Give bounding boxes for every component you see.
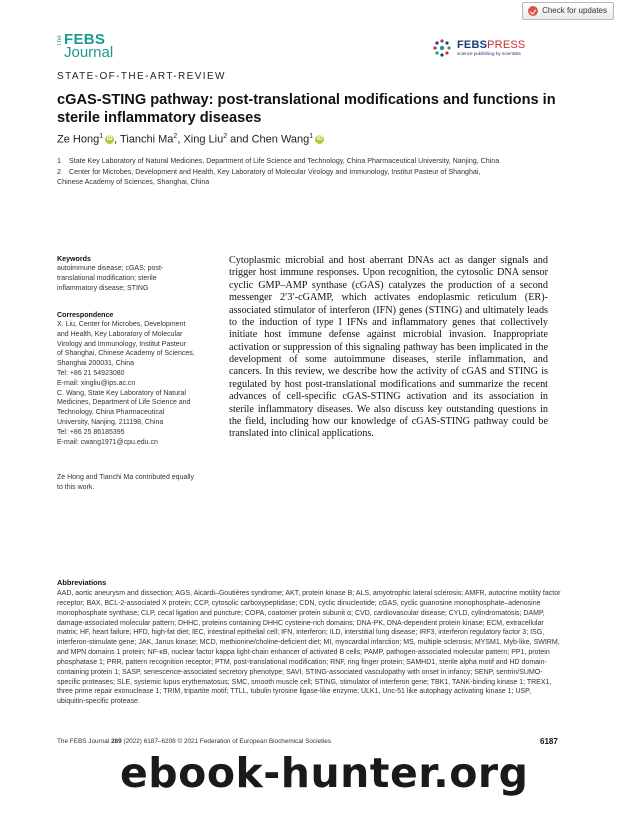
correspondence-line: Tel: +86 25 86185395 — [57, 428, 125, 436]
contribution-line: to this work. — [57, 483, 95, 491]
author-affiliation-marker: 1 — [309, 133, 314, 140]
keywords-list — [57, 264, 217, 293]
correspondence-line: X. Liu, Center for Microbes, Development — [57, 321, 186, 328]
correspondence-line[interactable]: E-mail: xingliu@ips.ac.cn — [57, 379, 136, 387]
correspondence-details — [57, 320, 217, 447]
journal-logo-journal: Journal — [64, 44, 114, 61]
check-updates-icon — [528, 6, 538, 16]
correspondence-line: C. Wang, State Key Laboratory of Natural — [57, 389, 186, 397]
correspondence-line: Shanghai 200031, China — [57, 360, 135, 368]
affiliation-1 — [57, 156, 499, 166]
watermark-text: ebook-hunter.org — [120, 749, 529, 797]
orcid-icon[interactable]: iD — [316, 136, 323, 143]
orcid-icon[interactable]: iD — [106, 136, 113, 143]
correspondence-line: University, Nanjing, 211198, China — [57, 418, 164, 426]
author-separator: and — [227, 133, 252, 146]
keywords-heading: Keywords — [57, 255, 91, 263]
footer-citation — [57, 738, 331, 745]
author-list — [57, 133, 324, 146]
journal-logo-febs: FEBS — [64, 31, 106, 48]
affiliation-number: 1 — [57, 157, 61, 165]
affiliation-2 — [57, 167, 480, 187]
publisher-name: FEBSPRESS — [457, 38, 526, 51]
check-updates-label: Check for updates — [542, 6, 607, 15]
author-name[interactable]: Xing Liu — [183, 133, 224, 146]
correspondence-line: Virology and Immunology, Institut Pasteur — [57, 340, 186, 348]
publisher-logo — [432, 38, 525, 58]
keywords-line: autoimmune disease; cGAS; post- — [57, 265, 164, 272]
equal-contribution-note — [57, 473, 217, 493]
author-affiliation-marker: 2 — [223, 133, 228, 140]
correspondence-heading: Correspondence — [57, 311, 114, 319]
correspondence-line: and Health, Key Laboratory of Molecular — [57, 330, 183, 338]
contribution-line: Ze Hong and Tianchi Ma contributed equally — [57, 474, 194, 481]
correspondence-line[interactable]: E-mail: cwang1971@cpu.edu.cn — [57, 438, 158, 446]
author-name[interactable]: Tianchi Ma — [120, 133, 174, 146]
article-type-label: STATE-OF-THE-ART-REVIEW — [57, 71, 226, 82]
correspondence-line: Technology, China Pharmaceutical — [57, 409, 165, 417]
correspondence-line: Tel: +86 21 54923080 — [57, 369, 125, 377]
affiliation-number: 2 — [57, 168, 61, 176]
publisher-tagline: science publishing by scientists — [457, 50, 521, 56]
author-affiliation-marker: 1 — [99, 133, 104, 140]
author-affiliation-marker: 2 — [173, 133, 178, 140]
keywords-line: inflammatory disease; STING — [57, 284, 149, 292]
affiliation-line: 2 Center for Microbes, Development and Health, Key Laboratory of Molecular Virology and Immunology, Institut Pasteur of Shanghai, — [57, 168, 481, 176]
keywords-line: translational modification; sterile — [57, 274, 157, 282]
check-for-updates-button[interactable] — [522, 2, 614, 20]
author-name[interactable]: Ze Hong — [57, 133, 100, 146]
author-separator: , — [114, 133, 121, 146]
journal-logo-the: The — [57, 35, 63, 47]
abbreviations-text: AAD, aortic aneurysm and dissection; AGS, Aicardi–Goutières syndrome; AKT, protein kinase B; ALS, amyotrophic lateral sclerosis; AMFR, autocrine motility factor receptor; BAX, BCL-2-associated X protein; CCP, cytosolic carboxypeptidase; CDN, cyclic dinucleotide; cGAS, cyclic guanosine monophosphate–adenosine monophosphate synthase; CLP, cecal ligation and puncture; COPA, coatomer protein subunit α; CVD, cardiovascular disease; CYLD, cylindromatosis; DAMP, damage-associated molecular pattern; DHHC, proteins containing DHHC cysteine-rich domains; DNA-PK, DNA-dependent protein kinase; ECM, extracellular matrix; HF, heart failure; HFD, high-fat diet; IEC, intestinal epithelial cell; IFN, interferon; ILD, interstitial lung disease; IRF3, interferon regulatory factor 3; ISG, interferon-stimulate gene; JAK, Janus kinase; MCD, methionine/choline-deficient diet; MI, myocardial infarction; MS, multiple sclerosis; MYSM1, Myb-like, SWIRM, and MPN domains 1 protein; NF-κB, nuclear factor kappa light-chain enhancer of activated B cells; PAMP, pathogen-associated molecular pattern; PP1, protein phosphatase 1; PRR, pattern recognition receptor; PTM, post-translational modification; RNF, ring finger protein; SAMHD1, sterile alpha motif and HD domain-containing protein 1; SASP, senescence-associated secretory phenotype; SAVI, STING-associated vasculopathy with onset in infancy; SENP, sentrin/SUMO-specific proteases; SLE, systemic lupus erythematosus; SMC, smooth muscle cell; STING, stimulator of interferon gene; TBK1, TANK-binding kinase 1; TREX1, three prime repair exonuclease 1; TRIM, tripartite motif; TTLL, tubulin tyrosine ligase-like enzyme; ULK1, Unc-51 like autophagy activating kinase 1; USP, ubiquitin-specific protease. — [57, 590, 561, 706]
affiliation-line: Chinese Academy of Sciences, Shanghai, China — [57, 178, 210, 186]
abstract: Cytoplasmic microbial and host aberrant DNAs act as danger signals and trigger host immune responses. Upon recognition, the cytosolic DNA sensor cyclic GMP–AMP synthase (cGAS) catalyzes the production of a second messenger 2′3′-cGAMP, which activates endoplasmic reticulum (ER)-associated stimulator of interferon (IFN) genes (STING) and ultimately leads to the induction of type I IFNs and inflammatory genes that collectively initiate host immune defense against microbial invasion. Inappropriate activation or suppression of this signaling pathway has been implicated in the development of some autoimmune diseases, sterile inflammation, and cancers. In this review, we describe how the activity of cGAS and STING is regulated by host post-translational modifications and summarize the recent advances of cell-specific cGAS-STING activation and its association in sterile inflammatory diseases. We also discuss key outstanding questions in the field, including how our knowledge of cGAS-STING pathway could be translated into clinical applications. — [229, 255, 548, 440]
abbreviations-heading: Abbreviations — [57, 578, 107, 587]
author-separator: , — [177, 133, 184, 146]
footer-volume: 289 — [111, 738, 122, 745]
correspondence-line: of Shanghai, Chinese Academy of Sciences, — [57, 350, 195, 358]
journal-logo — [57, 33, 113, 63]
author-name[interactable]: Chen Wang — [251, 133, 310, 146]
footer-details: (2022) 6187–6208 © 2021 Federation of European Biochemical Societies — [121, 738, 332, 745]
febs-press-dots-icon — [432, 38, 452, 58]
paper-title: cGAS-STING pathway: post-translational modifications and functions in sterile inflammatory diseases — [57, 92, 556, 126]
page-number: 6187 — [540, 737, 558, 746]
affiliation-line: 1 State Key Laboratory of Natural Medicines, Department of Life Science and Technology, China Pharmaceutical University, Nanjing, China — [57, 157, 500, 165]
correspondence-line: Medicines, Department of Life Science and — [57, 399, 191, 407]
footer-journal: The FEBS Journal — [57, 738, 110, 745]
